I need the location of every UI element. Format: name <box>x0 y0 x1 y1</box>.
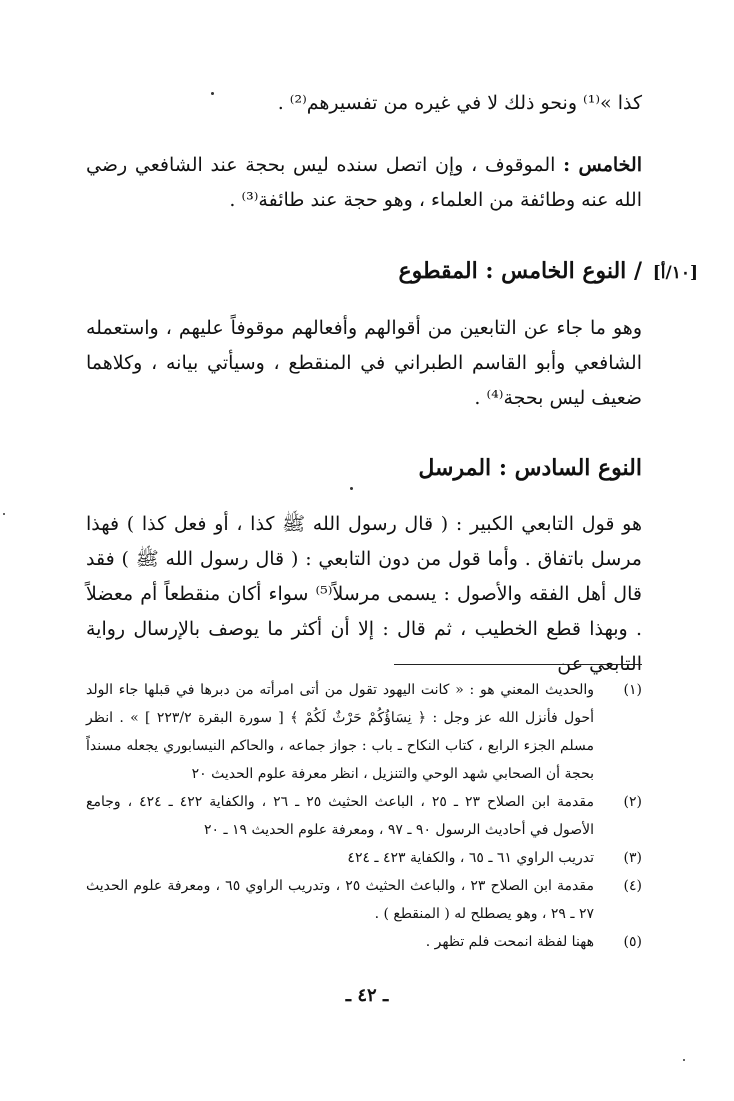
footnote-number: (٤) <box>623 878 642 894</box>
paragraph-body: وهو ما جاء عن التابعين من أقوالهم وأفعالهم موقوفاً عليهم ، واستعمله الشافعي وأبو القاسم الطبراني في المنقطع ، وسيأتي بيانه ، وكلاهما ضعيف ليس بحجة⁽⁴⁾ . <box>86 317 642 409</box>
margin-folio-reference: [١٠/أ] <box>652 263 698 283</box>
paragraph-body: كذا »⁽¹⁾ ونحو ذلك لا في غيره من تفسيرهم⁽²⁾ . <box>277 92 642 114</box>
footnote-item <box>86 844 642 872</box>
paragraph-body: الموقوف ، وإن اتصل سنده ليس بحجة عند الشافعي رضي الله عنه وطائفة من العلماء ، وهو حجة عند طائفة⁽³⁾ . <box>86 154 642 211</box>
footnote-number: (٥) <box>623 934 642 950</box>
ink-speck <box>683 1059 685 1061</box>
page-number: ـ ٤٢ ـ <box>345 985 389 1006</box>
paragraph-lead: الخامس : <box>563 154 642 176</box>
footnote-number: (٢) <box>623 794 642 810</box>
footnote-number: (٣) <box>623 850 642 866</box>
footnote-item <box>86 788 642 844</box>
paragraph-mawquf <box>86 148 642 218</box>
paragraph-maqtu <box>86 311 642 416</box>
heading-type-six: النوع السادس : المرسل <box>418 455 642 481</box>
footnote-item <box>86 676 642 788</box>
ink-speck <box>350 487 353 490</box>
footnote-text: مقدمة ابن الصلاح ٢٣ ، والباعث الحثيث ٢٥ ، وتدريب الراوي ٦٥ ، ومعرفة علوم الحديث ٢٧ ـ ٢٩ ، وهو يصطلح له ( المنقطع ) . <box>86 878 594 922</box>
footnote-divider <box>394 664 642 665</box>
ink-speck <box>3 513 5 515</box>
footnote-text: مقدمة ابن الصلاح ٢٣ ـ ٢٥ ، الباعث الحثيث ٢٥ ـ ٢٦ ، والكفاية ٤٢٢ ـ ٤٢٤ ، وجامع الأصول في أحاديث الرسول ٩٠ ـ ٩٧ ، ومعرفة علوم الحديث ١٩ ـ ٢٠ <box>86 794 594 838</box>
footnote-number: (١) <box>623 682 642 698</box>
paragraph-body: هو قول التابعي الكبير : ( قال رسول الله ﷺ كذا ، أو فعل كذا ) فهذا مرسل باتفاق . وأما قول من دون التابعي : ( قال رسول الله ﷺ ) فقد قال أهل الفقه والأصول : يسمى مرسلاً⁽⁵⁾ سواء أكان منقطعاً أم معضلاً . وبهذا قطع الخطيب ، ثم قال : إلا أن أكثر ما يوصف بالإرسال رواية التابعي عن <box>86 513 642 675</box>
footnote-item <box>86 928 642 956</box>
paragraph-mursal <box>86 507 642 682</box>
heading-type-five: / النوع الخامس : المقطوع <box>398 258 642 284</box>
footnote-text: ههنا لفظة انمحت فلم تظهر . <box>425 934 594 950</box>
footnote-text: تدريب الراوي ٦١ ـ ٦٥ ، والكفاية ٤٢٣ ـ ٤٢٤ <box>347 850 594 866</box>
ink-speck <box>211 92 214 95</box>
footnote-text: والحديث المعني هو : « كانت اليهود تقول من أتى امرأته من دبرها في قبلها جاء الولد أحول فأنزل الله عز وجل : ﴿ نِسَاؤُكُمْ حَرْثٌ لَكُمْ ﴾ [ سورة البقرة ٢٢٣/٢ ] » . انظر مسلم الجزء الرابع ، كتاب النكاح ـ باب : جواز جماعه ، والحاكم النيسابوري يجعله مسنداً بحجة أن الصحابي شهد الوحي والتنزيل ، انظر معرفة علوم الحديث ٢٠ <box>86 682 594 782</box>
paragraph-continuation <box>86 86 642 121</box>
footnote-item <box>86 872 642 928</box>
footnotes <box>86 676 642 956</box>
